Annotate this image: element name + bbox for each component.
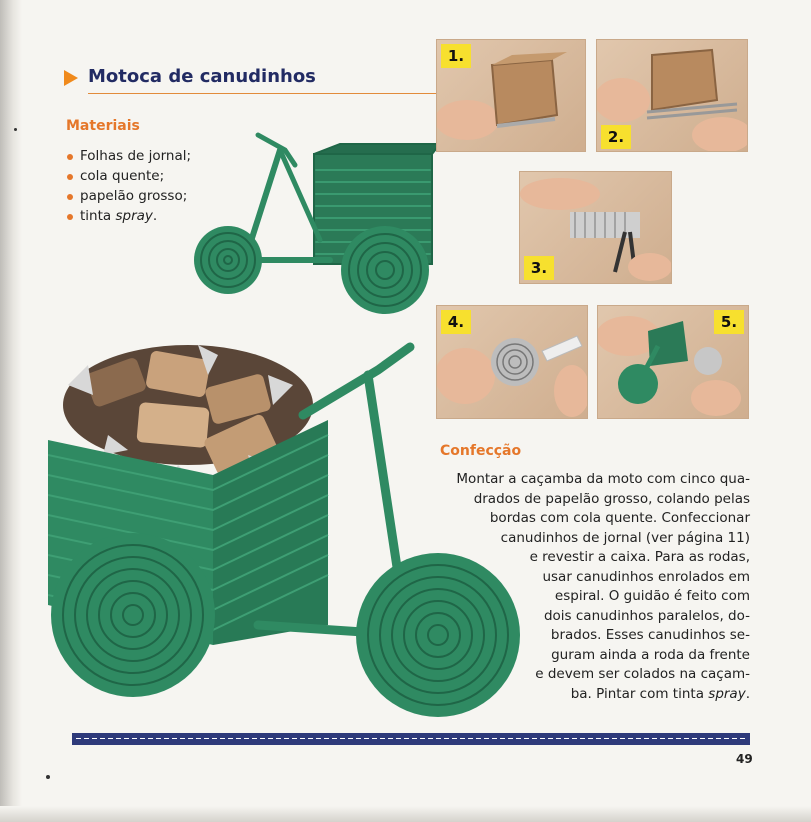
material-item: Folhas de jornal; [66, 146, 191, 166]
title-underline [88, 93, 438, 94]
page-speck [14, 128, 17, 131]
footer-dashed-rule [72, 733, 750, 745]
page-title: Motoca de canudinhos [88, 66, 316, 87]
front-wheel [194, 226, 262, 294]
material-item: papelão grosso; [66, 186, 191, 206]
instruction-line: guram ainda a roda da frente [551, 646, 750, 663]
page-number: 49 [736, 752, 753, 766]
tricycle-small-photo [190, 110, 440, 320]
instruction-line: ba. Pintar com tinta spray. [570, 685, 750, 702]
materials-list [66, 146, 191, 226]
materials-heading: Materiais [66, 118, 140, 134]
instruction-line: espiral. O guidão é feito com [554, 588, 750, 604]
instruction-line: brados. Esses canudinhos se- [550, 627, 750, 643]
instruction-line: dois canudinhos paralelos, do- [543, 607, 750, 624]
step-label: 2. [601, 125, 631, 149]
step-photo-4 [436, 305, 588, 419]
instruction-line: drados de papelão grosso, colando pelas [473, 490, 750, 507]
instruction-line: e revestir a caixa. Para as rodas, [529, 549, 750, 565]
instruction-line: e devem ser colados na caçam- [535, 666, 750, 682]
instruction-line: Montar a caçamba da moto com cinco qua- [456, 471, 750, 487]
instruction-line: bordas com cola quente. Confeccionar [489, 510, 750, 526]
step-label: 1. [441, 44, 471, 68]
material-item: cola quente; [66, 166, 191, 186]
confeccao-instructions [437, 470, 750, 704]
page-spine-shadow [0, 0, 22, 822]
page-speck [46, 775, 50, 779]
step-label: 4. [441, 310, 471, 334]
step-photo-5 [597, 305, 749, 419]
page-bottom-shadow [0, 806, 811, 822]
step-label: 3. [524, 256, 554, 280]
confeccao-heading: Confecção [440, 443, 522, 459]
material-item: tinta spray. [66, 206, 191, 226]
step-photo-1 [436, 39, 586, 152]
big-rear-wheel [51, 533, 215, 697]
rear-wheel [341, 226, 429, 314]
step-photo-3 [519, 171, 672, 284]
title-arrow-icon [64, 70, 78, 86]
instruction-line: usar canudinhos enrolados em [542, 568, 750, 585]
instruction-line: canudinhos de jornal (ver página 11) [500, 529, 750, 546]
step-photo-2 [596, 39, 748, 152]
step-label: 5. [714, 310, 744, 334]
